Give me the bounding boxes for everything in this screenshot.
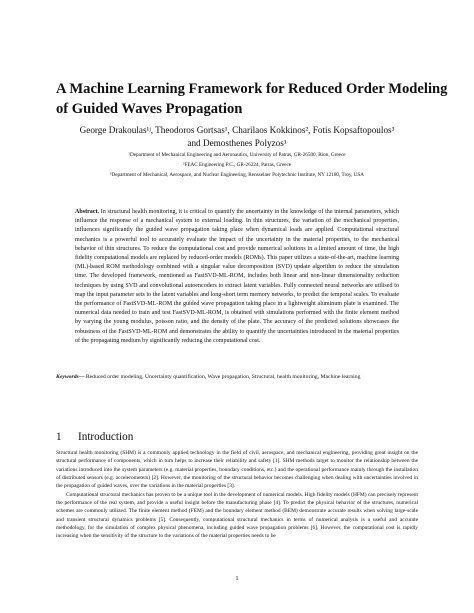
page-number: 1 [235, 575, 239, 582]
section-title: Introduction [78, 431, 134, 443]
keywords-label: Keywords— [56, 374, 85, 380]
section-number: 1 [56, 431, 62, 443]
abstract [75, 208, 399, 346]
abstract-text: In structural health monitoring, it is critical to quantify the uncertainty in the knowledge of the internal parameters, which influence the response of a mechanical system to external loading. In thin structures, the variation of the mechanical properties, influences significantly the guided wave propagation taking place when dynamical loads are applied. Computational structural mechanics is a powerful tool to accurately evaluate the impact of the uncertainty in the material properties, to the mechanical behavior of thin structures. To reduce the computational cost and provide numerical solutions in a limited amount of time, the high fidelity computational models are replaced by reduced-order models (ROMs). This paper utilizes a state-of-the-art, machine learning (ML)-based ROM methodology combined with a singular value decomposition (SVD) update algorithm to reduce the simulation time. The developed framework, mentioned as FastSVD-ML-ROM, includes both linear and non-linear dimensionality reduction techniques by using SVD and convolutional autoencoders to extract latent variables. Fully connected neural networks are utilised to map the input parameter sets to the latent variables and long-short term memory networks, to predict the temporal scales. To evaluate the performance of FastSVD-ML-ROM the guided wave propagation taking place in a lightweight aluminum plate is examined. The numerical data needed to train and test FastSVD-ML-ROM, is obtained with simulations performed with the finite element method by varying the young modulus, poisson ratio, and the density of the plate. The accuracy of the predicted solutions showcases the robustness of the FastSVD-ML-ROM and demonstrates the ability to quantify the uncertainties introduced in the material properties of the propagating medium by significantly reducing the computational cost. [75, 209, 399, 344]
title-line-1: A Machine Learning Framework for Reduced Order Modeling [56, 81, 448, 97]
keywords [56, 373, 418, 381]
affiliation-1: ¹Department of Mechanical Engineering and Aeronautics, University of Patras, GR-26500, Rion, Greece [128, 152, 346, 158]
title-line-2: of Guided Waves Propagation [56, 101, 243, 117]
paragraph-1: Structural health monitoring (SHM) is a commonly applied technology in the field of civil, aerospace, and mechanical engineering, providing great insight on the structural performance of components, which in turn helps to increase their reliability and safety [1]. SHM methods target to monitor the relationship between the variations introduced into the system parameters (e.g. material properties, boundary conditions, etc.) and the operational performance mainly through the installation of distributed sensors (e.g. accelerometers) [2]. However, the monitoring of the structural behavior becomes challenging when dealing with uncertainties involved in the propagation of guided waves, over the variations in the material properties [3]. [56, 450, 418, 490]
affiliation-3: ³Department of Mechanical, Aerospace, and Nuclear Engineering, Rensselaer Polytechnic Institute, NY 12180, Troy, USA [109, 172, 365, 178]
paper-title [56, 79, 448, 119]
authors-line-1: George Drakoulas¹ʲ, Theodoros Gortsas¹, Charilaos Kokkinos², Fotis Kopsaftopoulos³ [79, 125, 395, 135]
authors-line-2: and Demosthenes Polyzos¹ [187, 138, 287, 148]
keywords-text: Reduced order modeling, Uncertainty quantification, Wave propagation, Structural, health monitoring, Machine learning [84, 374, 361, 380]
author-list [0, 124, 474, 150]
affiliation-2: ²FEAC Engineering P.C., GR-26224, Patras, Greece [182, 162, 292, 168]
paragraph-2: Computational structural mechanics has proven to be a unique tool in the development of numerical models. High fidelity models (HFM) can precisely represent the performance of the real system, and provide a useful insight before the manufacturing phase [4]. To predict the physical behavior of the structures, numerical schemes are commonly utilized. The finite element method (FEM) and the boundary element method (BEM) demonstrate accurate results when solving large-scale and transient structural dynamics problems [5]. Consequently, computational structural mechanics in terms of numerical analysis is a useful and accurate methodology, for the simulation of complex physical phenomena, including guided wave propagation problems [6]. However, the computational cost is rapidly increasing when the sensitivity of the structure to the variations of the material properties needs to be [56, 491, 418, 540]
section-body [56, 449, 418, 541]
abstract-label: Abstract. [75, 209, 100, 215]
section-heading [56, 431, 133, 443]
